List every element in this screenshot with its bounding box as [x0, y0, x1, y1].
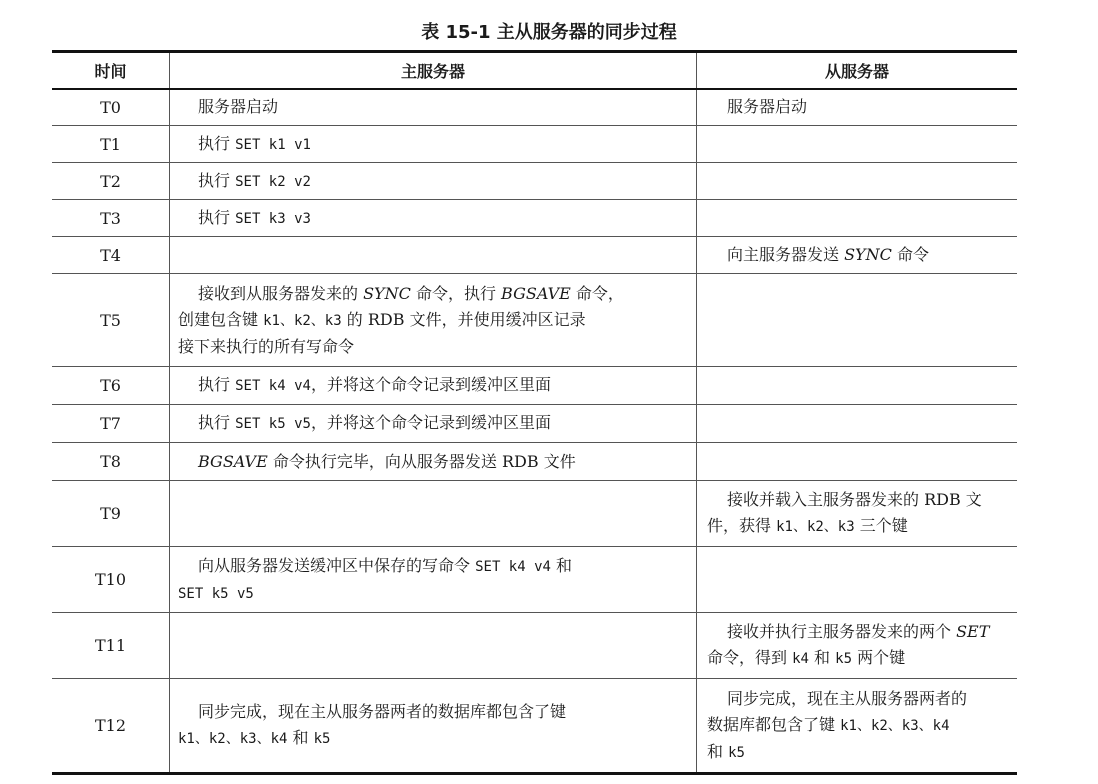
time-cell: T10 [52, 547, 170, 613]
table-row [52, 405, 1017, 443]
slave-cell: 接收并载入主服务器发来的 RDB 文 件，获得 k1、k2、k3 三个键 [697, 481, 1018, 547]
table-row [52, 613, 1017, 679]
time-cell: T12 [52, 679, 170, 774]
slave-cell: 向主服务器发送 SYNC 命令 [697, 237, 1018, 274]
table-header-row [52, 52, 1017, 89]
table-row [52, 274, 1017, 367]
sync-process-table [52, 50, 1017, 775]
slave-cell: 同步完成，现在主从服务器两者的 数据库都包含了键 k1、k2、k3、k4 和 k5 [697, 679, 1018, 774]
slave-cell: 接收并执行主服务器发来的两个 SET 命令，得到 k4 和 k5 两个键 [697, 613, 1018, 679]
time-cell: T4 [52, 237, 170, 274]
slave-cell [697, 126, 1018, 163]
time-cell: T11 [52, 613, 170, 679]
table-row [52, 443, 1017, 481]
master-cell: 执行 SET k1 v1 [170, 126, 697, 163]
master-cell: 接收到从服务器发来的 SYNC 命令，执行 BGSAVE 命令， 创建包含键 k1、k2、k3 的 RDB 文件，并使用缓冲区记录 接下来执行的所有写命令 [170, 274, 697, 367]
header-master: 主服务器 [170, 52, 697, 89]
slave-cell [697, 274, 1018, 367]
slave-cell [697, 367, 1018, 405]
master-cell [170, 237, 697, 274]
slave-cell [697, 547, 1018, 613]
table-row [52, 89, 1017, 126]
time-cell: T9 [52, 481, 170, 547]
master-cell: 执行 SET k2 v2 [170, 163, 697, 200]
time-cell: T7 [52, 405, 170, 443]
table-row [52, 200, 1017, 237]
table-row [52, 237, 1017, 274]
time-cell: T0 [52, 89, 170, 126]
master-cell [170, 481, 697, 547]
master-cell: BGSAVE 命令执行完毕，向从服务器发送 RDB 文件 [170, 443, 697, 481]
master-cell: 执行 SET k3 v3 [170, 200, 697, 237]
master-cell [170, 613, 697, 679]
time-cell: T5 [52, 274, 170, 367]
table-caption: 表 15-1 主从服务器的同步过程 [421, 22, 677, 43]
table-row [52, 481, 1017, 547]
master-cell: 执行 SET k4 v4，并将这个命令记录到缓冲区里面 [170, 367, 697, 405]
time-cell: T1 [52, 126, 170, 163]
slave-cell: 服务器启动 [697, 89, 1018, 126]
master-cell: 执行 SET k5 v5，并将这个命令记录到缓冲区里面 [170, 405, 697, 443]
slave-cell [697, 405, 1018, 443]
master-cell: 服务器启动 [170, 89, 697, 126]
table-row [52, 547, 1017, 613]
table-row [52, 367, 1017, 405]
master-cell: 向从服务器发送缓冲区中保存的写命令 SET k4 v4 和 SET k5 v5 [170, 547, 697, 613]
slave-cell [697, 163, 1018, 200]
table-row [52, 126, 1017, 163]
master-cell: 同步完成，现在主从服务器两者的数据库都包含了键 k1、k2、k3、k4 和 k5 [170, 679, 697, 774]
header-slave: 从服务器 [697, 52, 1018, 89]
table-row [52, 163, 1017, 200]
time-cell: T8 [52, 443, 170, 481]
slave-cell [697, 443, 1018, 481]
header-time: 时间 [52, 52, 170, 89]
time-cell: T2 [52, 163, 170, 200]
table-row [52, 679, 1017, 774]
time-cell: T3 [52, 200, 170, 237]
slave-cell [697, 200, 1018, 237]
time-cell: T6 [52, 367, 170, 405]
